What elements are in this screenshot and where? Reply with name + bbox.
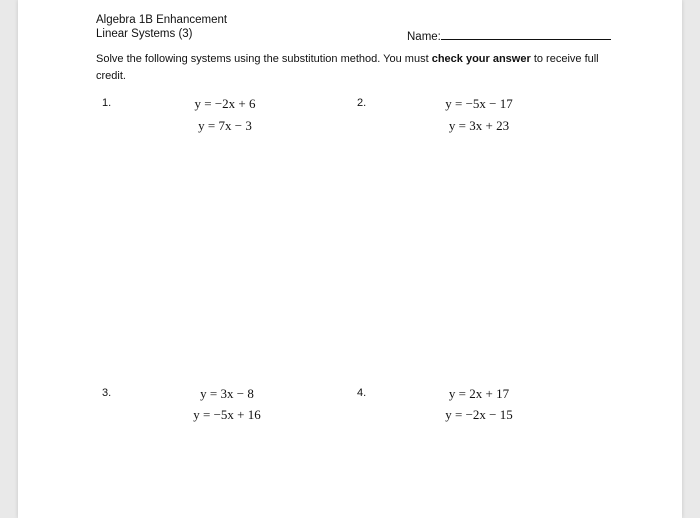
problem-1-number: 1. (102, 97, 112, 109)
worksheet-page (18, 0, 682, 518)
problem-4-number: 4. (357, 387, 367, 399)
course-title: Algebra 1B Enhancement (96, 14, 228, 26)
instructions-emphasis: check your answer (431, 53, 531, 65)
instructions-line-2: credit. (96, 70, 126, 82)
problem-2-number: 2. (357, 97, 367, 109)
problem-2-equation-1: y = −5x − 17 (445, 96, 513, 111)
problem-3-equation-1: y = 3x − 8 (200, 386, 254, 401)
instructions-lead: Solve the following systems using the substitution method. You must (96, 53, 432, 65)
instructions-tail: to receive full (530, 53, 599, 65)
name-field[interactable] (407, 27, 611, 44)
problem-3-equation-2: y = −5x + 16 (193, 407, 261, 422)
problem-1-equation-2: y = 7x − 3 (198, 118, 252, 133)
problem-4-equation-2: y = −2x − 15 (445, 407, 513, 422)
name-blank-line[interactable] (441, 27, 611, 40)
name-label: Name: (407, 31, 441, 43)
problem-3-number: 3. (102, 387, 112, 399)
problem-1-equation-1: y = −2x + 6 (194, 96, 256, 111)
instructions-line-1 (96, 51, 599, 68)
problem-2-equation-2: y = 3x + 23 (448, 118, 510, 133)
worksheet-title: Linear Systems (3) (96, 28, 193, 40)
problem-4-equation-1: y = 2x + 17 (448, 386, 510, 401)
